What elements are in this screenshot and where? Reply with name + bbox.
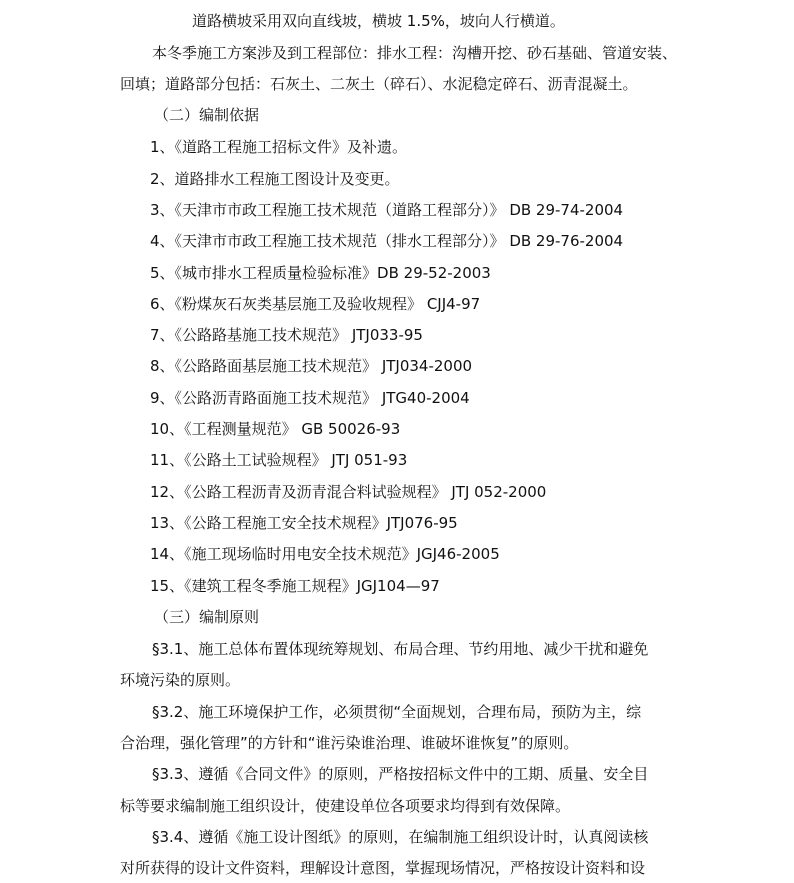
basis-item: 6、《粉煤灰石灰类基层施工及验收规程》 CJJ4-97 <box>150 295 481 313</box>
principle-3-4-line-2: 对所获得的设计文件资料，理解设计意图，掌握现场情况，严格按设计资料和设 <box>120 859 646 877</box>
basis-item: 4、《天津市市政工程施工技术规范（排水工程部分）》 DB 29-76-2004 <box>150 232 624 250</box>
intro-line-2: 本冬季施工方案涉及到工程部位：排水工程：沟槽开挖、砂石基础、管道安装、 <box>152 44 678 62</box>
section-heading-basis: （二）编制依据 <box>154 106 260 124</box>
intro-line-1: 道路横坡采用双向直线坡，横坡 1.5%，坡向人行横道。 <box>192 12 565 30</box>
principle-3-2-line-2: 合治理，强化管理”的方针和“谁污染谁治理、谁破坏谁恢复”的原则。 <box>120 734 579 752</box>
basis-item: 14、《施工现场临时用电安全技术规范》JGJ46-2005 <box>150 545 500 563</box>
basis-item: 2、道路排水工程施工图设计及变更。 <box>150 170 400 188</box>
basis-item: 12、《公路工程沥青及沥青混合料试验规程》 JTJ 052-2000 <box>150 483 547 501</box>
basis-item: 10、《工程测量规范》 GB 50026-93 <box>150 420 401 438</box>
principle-3-1-line-1: §3.1、施工总体布置体现统筹规划、布局合理、节约用地、减少干扰和避免 <box>152 640 649 658</box>
basis-item: 1、《道路工程施工招标文件》及补遗。 <box>150 138 408 156</box>
principle-3-1-line-2: 环境污染的原则。 <box>120 671 241 689</box>
principle-3-3-line-2: 标等要求编制施工组织设计，使建设单位各项要求均得到有效保障。 <box>120 797 571 815</box>
basis-item: 11、《公路土工试验规程》 JTJ 051-93 <box>150 451 408 469</box>
intro-line-3: 回填；道路部分包括：石灰土、二灰土（碎石）、水泥稳定碎石、沥青混凝土。 <box>120 75 638 93</box>
principle-3-4-line-1: §3.4、遵循《施工设计图纸》的原则，在编制施工组织设计时，认真阅读核 <box>152 828 649 846</box>
principle-3-3-line-1: §3.3、遵循《合同文件》的原则，严格按招标文件中的工期、质量、安全目 <box>152 765 649 783</box>
section-heading-principles: （三）编制原则 <box>154 608 260 626</box>
basis-item: 9、《公路沥青路面施工技术规范》 JTG40-2004 <box>150 389 470 407</box>
basis-item: 7、《公路路基施工技术规范》 JTJ033-95 <box>150 326 423 344</box>
basis-item: 8、《公路路面基层施工技术规范》 JTJ034-2000 <box>150 357 473 375</box>
basis-item: 3、《天津市市政工程施工技术规范（道路工程部分）》 DB 29-74-2004 <box>150 201 624 219</box>
basis-item: 13、《公路工程施工安全技术规程》JTJ076-95 <box>150 514 458 532</box>
basis-item: 15、《建筑工程冬季施工规程》JGJ104—97 <box>150 577 440 595</box>
principle-3-2-line-1: §3.2、施工环境保护工作，必须贯彻“全面规划，合理布局，预防为主，综 <box>152 703 642 721</box>
basis-item: 5、《城市排水工程质量检验标准》DB 29-52-2003 <box>150 264 491 282</box>
